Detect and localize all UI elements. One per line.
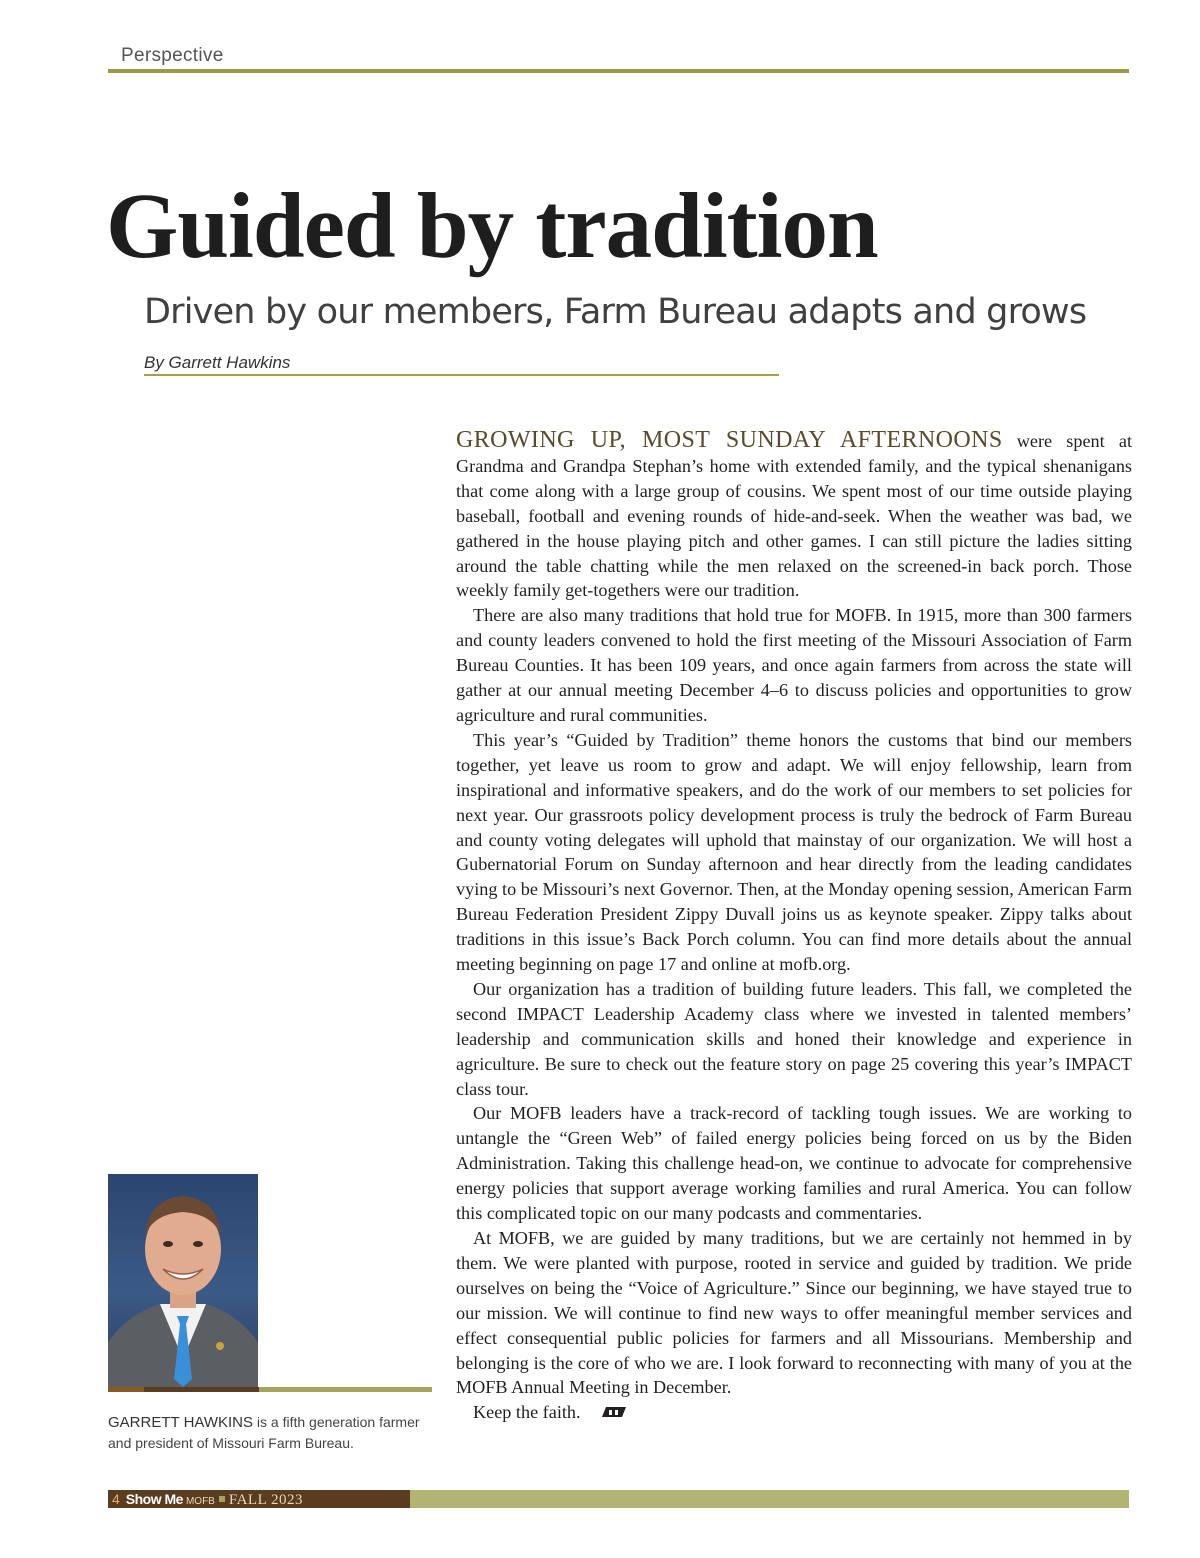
article-body <box>456 428 1132 1425</box>
paragraph-4: Our organization has a tradition of building future leaders. This fall, we completed the second IMPACT Leadership Academy class where we invested in talented members’ leadership and communication skills and honed their knowledge and experience in agriculture. Be sure to check out the feature story on page 25 covering this year’s IMPACT class tour. <box>456 978 1132 1099</box>
author-bio: is a fifth generation farmer and president of Missouri Farm Bureau. <box>108 1414 420 1451</box>
paragraph-1-text: were spent at Grandma and Grandpa Stephan’s home with extended family, and the typical shenanigans that come along with a large group of cousins. We spent most of our time outside playing baseball, football and evening rounds of hide-and-seek. When the weather was bad, we gathered in the house playing pitch and other games. I can still picture the ladies sitting around the table chatting while the men relaxed on the screened-in back porch. Those weekly family get-togethers were our tradition. <box>456 431 1132 601</box>
paragraph-2: There are also many traditions that hold true for MOFB. In 1915, more than 300 farmers and county leaders convened to hold the first meeting of the Missouri Association of Farm Bureau Counties. It has been 109 years, and once again farmers from across the state will gather at our annual meeting December 4–6 to discuss policies and opportunities to grow agriculture and rural communities. <box>456 605 1132 725</box>
farm-bureau-logo-icon <box>585 1400 626 1425</box>
author-name: GARRETT HAWKINS <box>108 1414 254 1431</box>
byline: By Garrett Hawkins <box>144 353 291 372</box>
author-caption <box>108 1412 438 1454</box>
photo-bar-olive <box>259 1387 432 1392</box>
paragraph-7 <box>456 1400 1132 1425</box>
closing-text: Keep the faith. <box>473 1402 581 1423</box>
article-subtitle: Driven by our members, Farm Bureau adapts and grows <box>144 292 1087 332</box>
square-divider-icon <box>219 1496 225 1502</box>
lead-in: GROWING UP, MOST SUNDAY AFTERNOONS <box>456 427 1003 453</box>
magazine-name: Show Me <box>125 1491 183 1507</box>
author-photo <box>108 1174 258 1387</box>
header-rule <box>108 69 1129 73</box>
article-title: Guided by tradition <box>106 175 878 278</box>
paragraph-1 <box>456 428 1132 603</box>
photo-bar-brown <box>144 1387 259 1392</box>
magazine-sub: MOFB <box>185 1496 215 1507</box>
byline-rule <box>144 374 779 376</box>
section-label: Perspective <box>121 45 224 66</box>
photo-bar-accent <box>108 1387 144 1392</box>
issue-season: FALL 2023 <box>228 1492 303 1508</box>
footer-bar-olive <box>410 1490 1129 1508</box>
paragraph-3: This year’s “Guided by Tradition” theme honors the customs that bind our members together, yet leave us room to grow and adapt. We will enjoy fellowship, learn from inspirational and informative speakers, and do the work of our members to set policies for next year. Our grassroots policy development process is truly the bedrock of Farm Bureau and county voting delegates will uphold that mainstay of our organization. We will host a Gubernatorial Forum on Sunday afternoon and hear directly from the leading candidates vying to be Missouri’s next Governor. Then, at the Monday opening session, American Farm Bureau Federation President Zippy Duvall joins us as keynote speaker. Zippy talks about traditions in this issue’s Back Porch column. You can find more details about the annual meeting beginning on page 17 and online at mofb.org. <box>456 729 1132 975</box>
paragraph-5: Our MOFB leaders have a track-record of tackling tough issues. We are working to untangle the “Green Web” of failed energy policies being forced on us by the Biden Administration. Taking this challenge head-on, we continue to advocate for comprehensive energy policies that support average working families and rural America. You can follow this complicated topic on our many podcasts and commentaries. <box>456 1103 1132 1224</box>
page-number: 4 <box>112 1491 120 1507</box>
footer-folio <box>112 1490 303 1508</box>
paragraph-6: At MOFB, we are guided by many traditions, but we are certainly not hemmed in by them. We were planted with purpose, rooted in service and guided by tradition. We pride ourselves on being the “Voice of Agriculture.” Since our beginning, we have stayed true to our mission. We will continue to find new ways to offer meaningful member services and effect consequential public policies for farmers and all Missourians. Membership and belonging is the core of who we are. I look forward to reconnecting with many of you at the MOFB Annual Meeting in December. <box>456 1228 1132 1398</box>
